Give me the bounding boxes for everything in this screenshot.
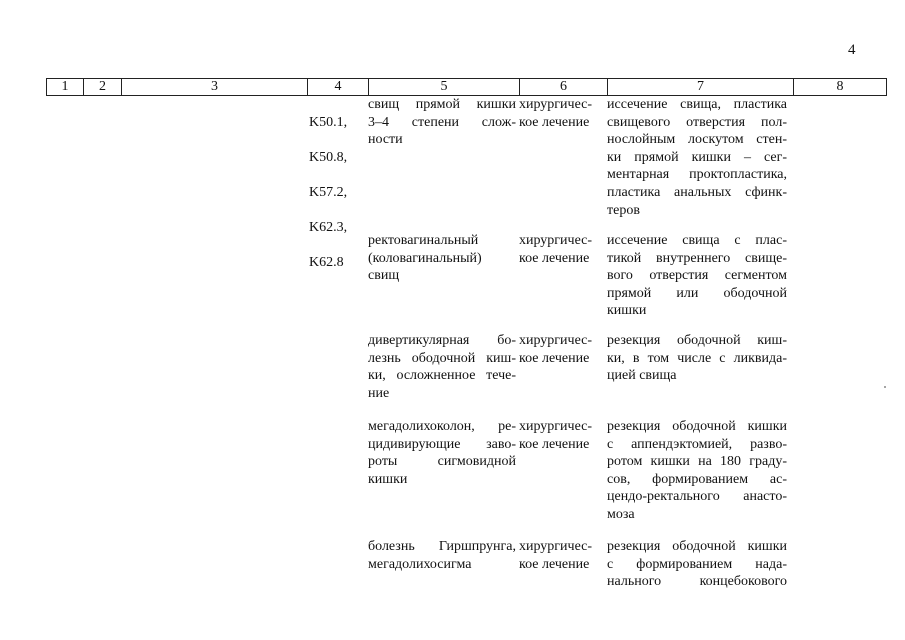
column-header-5: 5 xyxy=(369,79,520,96)
text-line: хирургичес- xyxy=(519,97,593,112)
treatment-cell xyxy=(519,538,601,573)
text-line: кое лечение xyxy=(519,556,590,572)
text-line: иссечение свища с плас- xyxy=(607,233,787,248)
text-line: тикой внутреннего свище- xyxy=(607,250,787,266)
text-line: моза xyxy=(607,506,635,522)
text-line: болезнь Гиршпрунга, xyxy=(368,539,516,554)
text-line: хирургичес- xyxy=(519,539,593,554)
code-item: K57.2, xyxy=(309,184,348,200)
text-line: нального концебокового xyxy=(607,574,787,590)
code-item: K50.8, xyxy=(309,149,348,165)
text-line: нослойным лоскутом стен- xyxy=(607,132,787,148)
text-line: резекция ободочной кишки xyxy=(607,539,787,554)
text-line: хирургичес- xyxy=(519,233,593,248)
scan-speck xyxy=(884,386,886,388)
text-line: хирургичес- xyxy=(519,333,593,348)
text-line: ментарная проктопластика, xyxy=(607,167,787,183)
text-line: с формированием нада- xyxy=(607,556,787,572)
text-line: ности xyxy=(368,132,403,148)
text-line: мегадолихоколон, ре- xyxy=(368,419,516,434)
text-line: цидивирующие заво- xyxy=(368,436,516,452)
text-line: лезнь ободочной киш- xyxy=(368,350,516,366)
text-line: кое лечение xyxy=(519,114,590,130)
column-header-1: 1 xyxy=(47,79,84,96)
text-line: ки, осложненное тече- xyxy=(368,368,516,384)
code-item: K62.3, xyxy=(309,220,348,236)
text-line: мегадолихосигма xyxy=(368,556,472,572)
text-line: свищевого отверстия пол- xyxy=(607,114,787,130)
text-line: пластика анальных сфинк- xyxy=(607,184,787,200)
diagnosis-codes xyxy=(309,96,347,290)
text-line: кое лечение xyxy=(519,350,590,366)
text-line: свищ прямой кишки xyxy=(368,97,516,112)
diagnosis-cell xyxy=(368,232,516,285)
text-line: ки, в том числе с ликвида- xyxy=(607,350,787,366)
text-line: с аппендэктомией, разво- xyxy=(607,436,787,452)
diagnosis-cell xyxy=(368,332,516,402)
text-line: ротом кишки на 180 граду- xyxy=(607,454,787,470)
text-line: кишки xyxy=(368,471,408,487)
column-header-6: 6 xyxy=(520,79,608,96)
treatment-cell xyxy=(519,96,601,131)
column-header-row xyxy=(46,78,887,96)
text-line: (коловагинальный) xyxy=(368,250,482,266)
text-line: хирургичес- xyxy=(519,419,593,434)
diagnosis-cell xyxy=(368,96,516,149)
text-line: цией свища xyxy=(607,368,677,384)
text-line: кишки xyxy=(607,303,647,319)
text-line: ректовагинальный xyxy=(368,233,479,248)
text-line: сов, формированием ас- xyxy=(607,471,787,487)
text-line: свищ xyxy=(368,268,400,284)
text-line: роты сигмовидной xyxy=(368,454,516,470)
text-line: цендо-ректального анасто- xyxy=(607,489,787,505)
text-line: кое лечение xyxy=(519,436,590,452)
column-header-4: 4 xyxy=(308,79,369,96)
diagnosis-cell xyxy=(368,538,516,573)
text-line: дивертикулярная бо- xyxy=(368,333,516,348)
treatment-cell xyxy=(519,232,601,267)
treatment-cell xyxy=(519,332,601,367)
page-number: 4 xyxy=(848,42,856,58)
method-cell xyxy=(607,96,787,219)
column-header-8: 8 xyxy=(794,79,887,96)
column-header-3: 3 xyxy=(122,79,308,96)
text-line: кое лечение xyxy=(519,250,590,266)
text-line: резекция ободочной кишки xyxy=(607,419,787,434)
text-line: резекция ободочной киш- xyxy=(607,333,787,348)
text-line: ки прямой кишки – сег- xyxy=(607,149,787,165)
method-cell xyxy=(607,332,787,385)
column-header-2: 2 xyxy=(84,79,122,96)
text-line: прямой или ободочной xyxy=(607,285,787,301)
text-line: теров xyxy=(607,202,640,218)
code-item: K62.8 xyxy=(309,255,344,271)
text-line: ние xyxy=(368,385,390,401)
treatment-cell xyxy=(519,418,601,453)
method-cell xyxy=(607,538,787,591)
diagnosis-cell xyxy=(368,418,516,488)
code-item: K50.1, xyxy=(309,114,348,130)
text-line: вого отверстия сегментом xyxy=(607,268,787,284)
method-cell xyxy=(607,418,787,524)
column-header-7: 7 xyxy=(608,79,794,96)
text-line: иссечение свища, пластика xyxy=(607,97,787,112)
method-cell xyxy=(607,232,787,320)
text-line: 3–4 степени слож- xyxy=(368,114,516,130)
